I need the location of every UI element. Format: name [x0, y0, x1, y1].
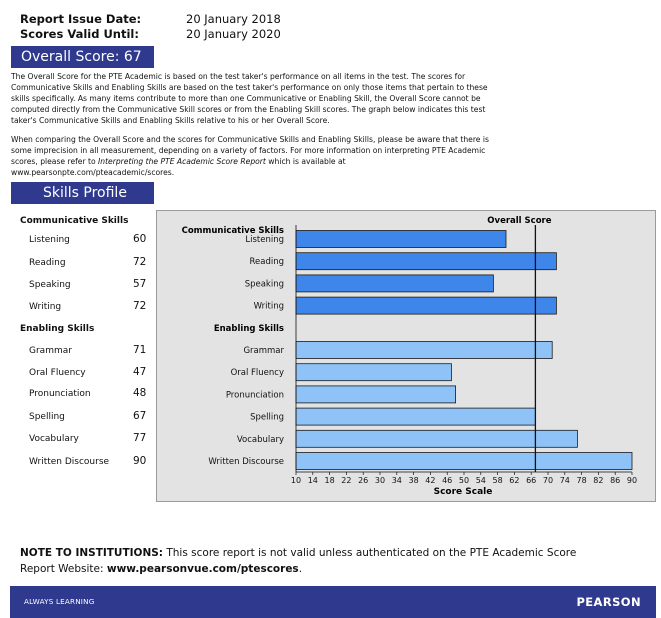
skill-score: 72	[133, 300, 147, 312]
x-tick-label: 62	[509, 476, 520, 485]
overall-score-line-label: Overall Score	[487, 216, 552, 226]
paragraph-text: which is available at	[265, 157, 346, 166]
paragraph-text: scores, please refer to	[11, 157, 99, 166]
paragraph-line	[11, 156, 507, 167]
skill-score: 77	[133, 432, 147, 444]
note-text: .	[298, 563, 303, 575]
bar-category-label: Grammar	[243, 346, 284, 356]
footer-tagline: ALWAYS LEARNING	[24, 597, 95, 606]
skills-profile-banner: Skills Profile	[11, 182, 154, 204]
guide-title: Interpreting the PTE Academic Score Report	[98, 157, 266, 166]
skill-score: 67	[133, 410, 147, 422]
skill-bar	[296, 231, 506, 248]
x-tick-label: 58	[492, 476, 503, 485]
skill-score: 90	[133, 455, 147, 467]
bar-category-label: Writing	[253, 301, 284, 312]
skill-score: 48	[133, 387, 147, 399]
note-heading: NOTE TO INSTITUTIONS:	[20, 547, 164, 559]
overall-score-explanation	[11, 71, 507, 126]
x-tick-label: 90	[626, 476, 638, 485]
pearson-logo: PEARSON	[576, 595, 641, 609]
x-tick-label: 74	[559, 476, 570, 485]
bar-category-label: Vocabulary	[236, 434, 284, 445]
skill-score: 57	[133, 278, 147, 290]
x-tick-label: 14	[307, 476, 318, 485]
x-tick-label: 10	[290, 476, 302, 485]
paragraph-line: When comparing the Overall Score and the scores for Communicative Skills and Enabling Skills, please be aware that there is	[11, 135, 489, 144]
paragraph-line: some imprecision in all measurement, depending on a variety of factors. For more information on interpreting PTE Academic	[11, 146, 486, 155]
paragraph-line: computed directly from the Communicative Skill scores or from the Enabling Skill scores. The graph below indicates this test	[11, 105, 486, 114]
x-tick-label: 18	[324, 476, 335, 485]
skill-bar	[296, 408, 535, 425]
note-line	[20, 545, 580, 561]
note-text: This score report is not valid unless authenticated on the PTE Academic Score	[163, 547, 577, 559]
overall-score-banner: Overall Score: 67	[11, 46, 154, 68]
paragraph-line: Communicative Skills and Enabling Skills are based on the test taker's performance on only those items that pertain to these	[11, 83, 488, 92]
x-tick-label: 54	[475, 476, 486, 485]
skills-profile-chart	[156, 210, 656, 502]
note-to-institutions	[20, 545, 580, 577]
skill-score: 60	[133, 233, 147, 245]
x-tick-label: 70	[542, 476, 554, 485]
communicative-skills-heading: Communicative Skills	[20, 216, 129, 226]
x-tick-label: 22	[341, 476, 352, 485]
skill-name: Writing	[29, 302, 62, 312]
footer-bar	[10, 586, 656, 618]
pearsonvue-link[interactable]: www.pearsonvue.com/ptescores	[106, 563, 299, 575]
note-text: Report Website:	[20, 563, 107, 575]
report-issue-date-label: Report Issue Date:	[20, 12, 142, 26]
skill-bar	[296, 386, 456, 403]
paragraph-line: skills specifically. As many items contribute to more than one Communicative or Enabling Skill, the Overall Score cannot be	[11, 94, 481, 103]
scores-valid-until-label: Scores Valid Until:	[20, 27, 139, 41]
chart-group-heading-communicative: Communicative Skills	[181, 225, 284, 236]
bar-category-label: Reading	[249, 257, 284, 268]
x-tick-label: 86	[610, 476, 621, 485]
x-tick-label: 26	[358, 476, 369, 485]
x-tick-label: 66	[526, 476, 537, 485]
skill-score: 71	[133, 344, 147, 356]
paragraph-line: The Overall Score for the PTE Academic is based on the test taker's performance on all items in the test. The scores for	[11, 72, 466, 81]
scores-url: www.pearsonpte.com/pteacademic/scores.	[11, 168, 175, 177]
skill-name: Written Discourse	[29, 457, 110, 467]
skill-name: Pronunciation	[29, 389, 91, 399]
measurement-imprecision-note	[11, 134, 507, 178]
x-tick-label: 78	[576, 476, 587, 485]
skill-name: Speaking	[29, 280, 71, 290]
skill-score: 72	[133, 256, 147, 268]
skill-score: 47	[133, 366, 147, 378]
x-tick-label: 42	[425, 476, 436, 485]
skill-bar	[296, 364, 451, 381]
bar-category-label: Spelling	[250, 412, 284, 423]
skill-bar	[296, 253, 556, 270]
report-issue-date-value: 20 January 2018	[186, 12, 281, 26]
skill-bar	[296, 453, 632, 470]
score-scale-axis-label: Score Scale	[433, 487, 493, 497]
bar-category-label: Listening	[245, 235, 284, 245]
x-tick-label: 50	[458, 476, 470, 485]
x-tick-label: 38	[408, 476, 419, 485]
skill-name: Oral Fluency	[29, 368, 86, 378]
skill-name: Reading	[29, 258, 66, 268]
x-tick-label: 46	[442, 476, 453, 485]
skill-bar	[296, 275, 493, 292]
skill-name: Spelling	[29, 412, 65, 422]
skill-bar	[296, 342, 552, 359]
bar-category-label: Pronunciation	[225, 390, 284, 401]
skill-name: Listening	[29, 235, 70, 245]
x-tick-label: 30	[374, 476, 386, 485]
note-line	[20, 561, 580, 577]
x-tick-label: 34	[391, 476, 402, 485]
paragraph-line: taker's Communicative Skills and Enabling Skills relative to his or her Overall Score.	[11, 116, 330, 125]
enabling-skills-heading: Enabling Skills	[20, 324, 95, 334]
scores-valid-until-value: 20 January 2020	[186, 27, 281, 41]
skill-name: Grammar	[29, 346, 72, 356]
skills-bar-chart-svg	[157, 211, 655, 501]
x-tick-label: 82	[593, 476, 604, 485]
skill-name: Vocabulary	[29, 434, 79, 444]
chart-group-heading-enabling: Enabling Skills	[213, 323, 284, 334]
bar-category-label: Written Discourse	[208, 457, 284, 467]
skill-bar	[296, 297, 556, 314]
bar-category-label: Oral Fluency	[230, 368, 284, 379]
bar-category-label: Speaking	[244, 279, 284, 290]
